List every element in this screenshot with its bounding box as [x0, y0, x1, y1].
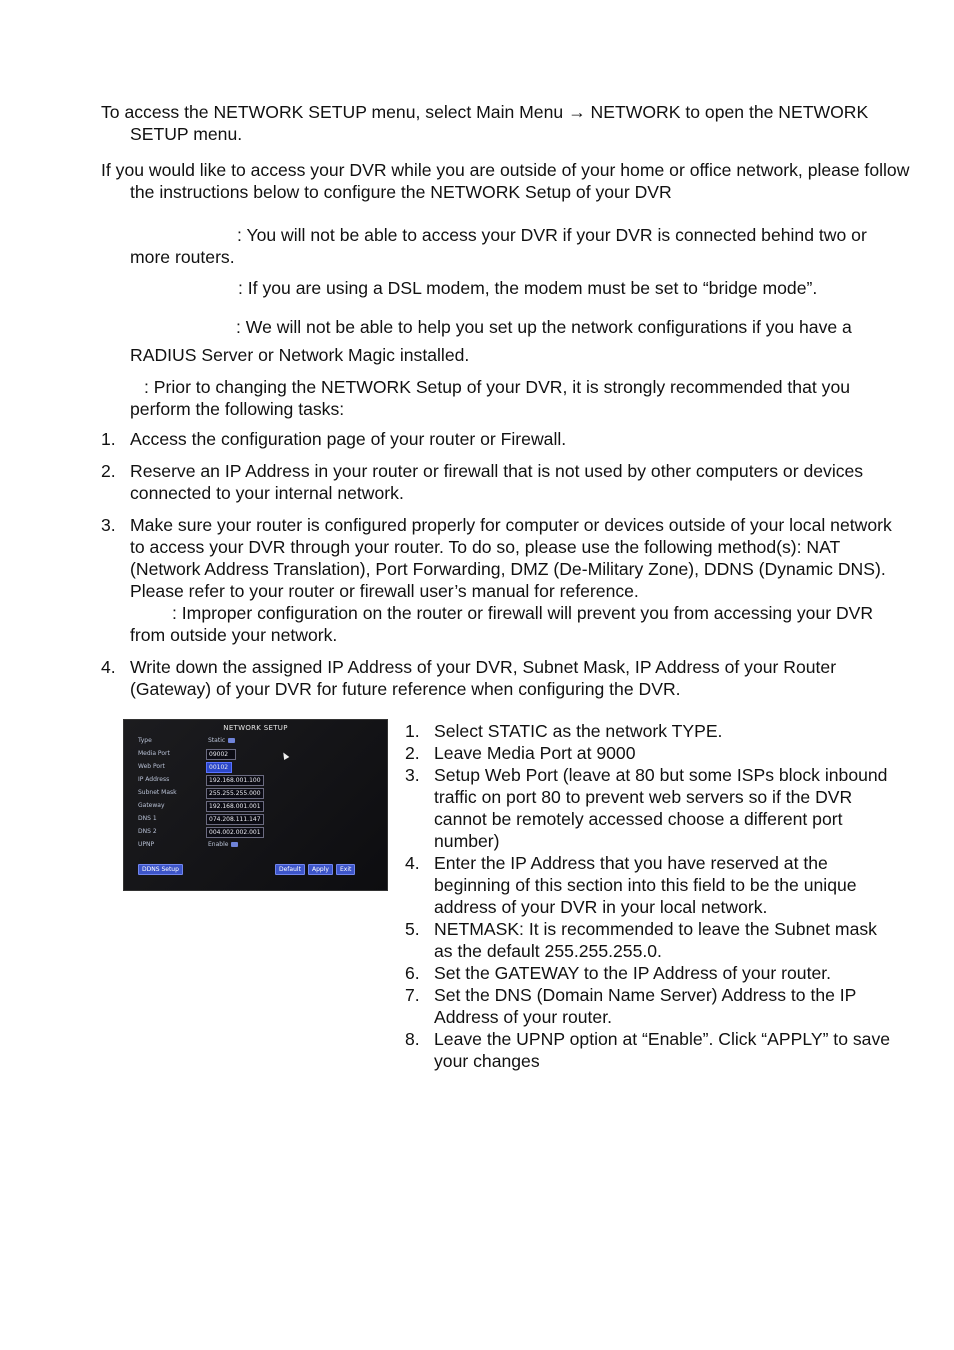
dvr-row-type: Type Static	[138, 737, 378, 746]
list-item: 4. Enter the IP Address that you have reserved at the beginning of this section into this field to be the unique address of your DVR in your local network.	[405, 853, 857, 917]
gateway-input[interactable]: 192.168.001.001	[206, 801, 264, 812]
list-item: 2. Reserve an IP Address in your router or firewall that is not used by other computers or devices connected to your internal network.	[101, 461, 864, 503]
dvr-row-media-port: Media Port 09002	[138, 750, 378, 759]
list-item: 3. Setup Web Port (leave at 80 but some ISPs block inbound traffic on port 80 to prevent web servers so if the DVR cannot be remotely accessed choose a different port number)	[405, 765, 888, 851]
task-note: : Improper configuration on the router or firewall will prevent you from accessing your DVR from outside your network.	[130, 603, 874, 645]
dvr-window-title: NETWORK SETUP	[223, 724, 288, 732]
note-radius-server: : We will not be able to help you set up the network configurations if you have a RADIUS Server or Network Magic installed.	[130, 317, 852, 365]
intro-paragraph-1	[101, 101, 930, 145]
list-item: 6. Set the GATEWAY to the IP Address of your router.	[405, 963, 832, 983]
exit-button[interactable]: Exit	[336, 864, 355, 875]
list-item: 2. Leave Media Port at 9000	[405, 743, 636, 763]
dvr-row-web-port: Web Port 00102	[138, 763, 378, 772]
dvr-row-subnet-mask: Subnet Mask 255.255.255.000	[138, 789, 378, 798]
task-list	[101, 428, 901, 700]
web-port-input[interactable]: 00102	[206, 762, 232, 773]
dns1-input[interactable]: 074.208.111.147	[206, 814, 264, 825]
list-item: 5. NETMASK: It is recommended to leave the Subnet mask as the default 255.255.255.0.	[405, 919, 877, 961]
intro-paragraph-2: If you would like to access your DVR while you are outside of your home or office network, please follow the instructions below to configure the NETWORK Setup of your DVR	[101, 160, 910, 202]
type-dropdown[interactable]: Static	[206, 736, 240, 745]
upnp-dropdown[interactable]: Enable	[206, 840, 240, 849]
note-dsl-modem: : If you are using a DSL modem, the modem must be set to “bridge mode”.	[238, 278, 818, 298]
dvr-row-dns1: DNS 1 074.208.111.147	[138, 815, 378, 824]
chevron-down-icon	[228, 738, 235, 743]
apply-button[interactable]: Apply	[308, 864, 333, 875]
network-setup-screenshot	[124, 720, 387, 890]
list-item: 1. Access the configuration page of your router or Firewall.	[101, 429, 567, 449]
note-routers: : You will not be able to access your DVR if your DVR is connected behind two or more routers.	[130, 225, 867, 267]
dvr-row-dns2: DNS 2 004.002.002.001	[138, 828, 378, 837]
dvr-row-ip-address: IP Address 192.168.001.100	[138, 776, 378, 785]
media-port-input[interactable]: 09002	[206, 749, 236, 760]
subnet-mask-input[interactable]: 255.255.255.000	[206, 788, 264, 799]
list-item: 8. Leave the UPNP option at “Enable”. Click “APPLY” to save your changes	[405, 1029, 891, 1071]
intro-text: To access the NETWORK SETUP menu, select Main Menu	[101, 102, 564, 122]
intro-text-continued: NETWORK to open the NETWORK SETUP menu.	[130, 102, 869, 144]
list-item: 4. Write down the assigned IP Address of your DVR, Subnet Mask, IP Address of your Router (Gateway) of your DVR for future reference when configuring the DVR.	[101, 657, 837, 699]
default-button[interactable]: Default	[275, 864, 305, 875]
dns2-input[interactable]: 004.002.002.001	[206, 827, 264, 838]
ddns-setup-button[interactable]: DDNS Setup	[138, 864, 183, 875]
list-item: 3. Make sure your router is configured properly for computer or devices outside of your local network to access your DVR through your router. To do so, please use the following method(s): NAT (Network Address Translation), Port Forwarding, DMZ (De-Military Zone), DDNS (Dynamic DNS). Please refer to your router or firewall user’s manual for reference. : Improper configuration on the router or firewall will prevent you from accessing your DVR from outside your network.	[101, 515, 892, 645]
setup-steps-list	[405, 720, 900, 1072]
dvr-row-upnp: UPNP Enable	[138, 841, 378, 850]
ip-address-input[interactable]: 192.168.001.100	[206, 775, 264, 786]
dvr-row-gateway: Gateway 192.168.001.001	[138, 802, 378, 811]
arrow-right-icon: →	[568, 102, 586, 122]
list-item: 1. Select STATIC as the network TYPE.	[405, 721, 723, 741]
note-prior-tasks: : Prior to changing the NETWORK Setup of your DVR, it is strongly recommended that you perform the following tasks:	[130, 377, 851, 419]
list-item: 7. Set the DNS (Domain Name Server) Address to the IP Address of your router.	[405, 985, 857, 1027]
chevron-down-icon	[231, 842, 238, 847]
